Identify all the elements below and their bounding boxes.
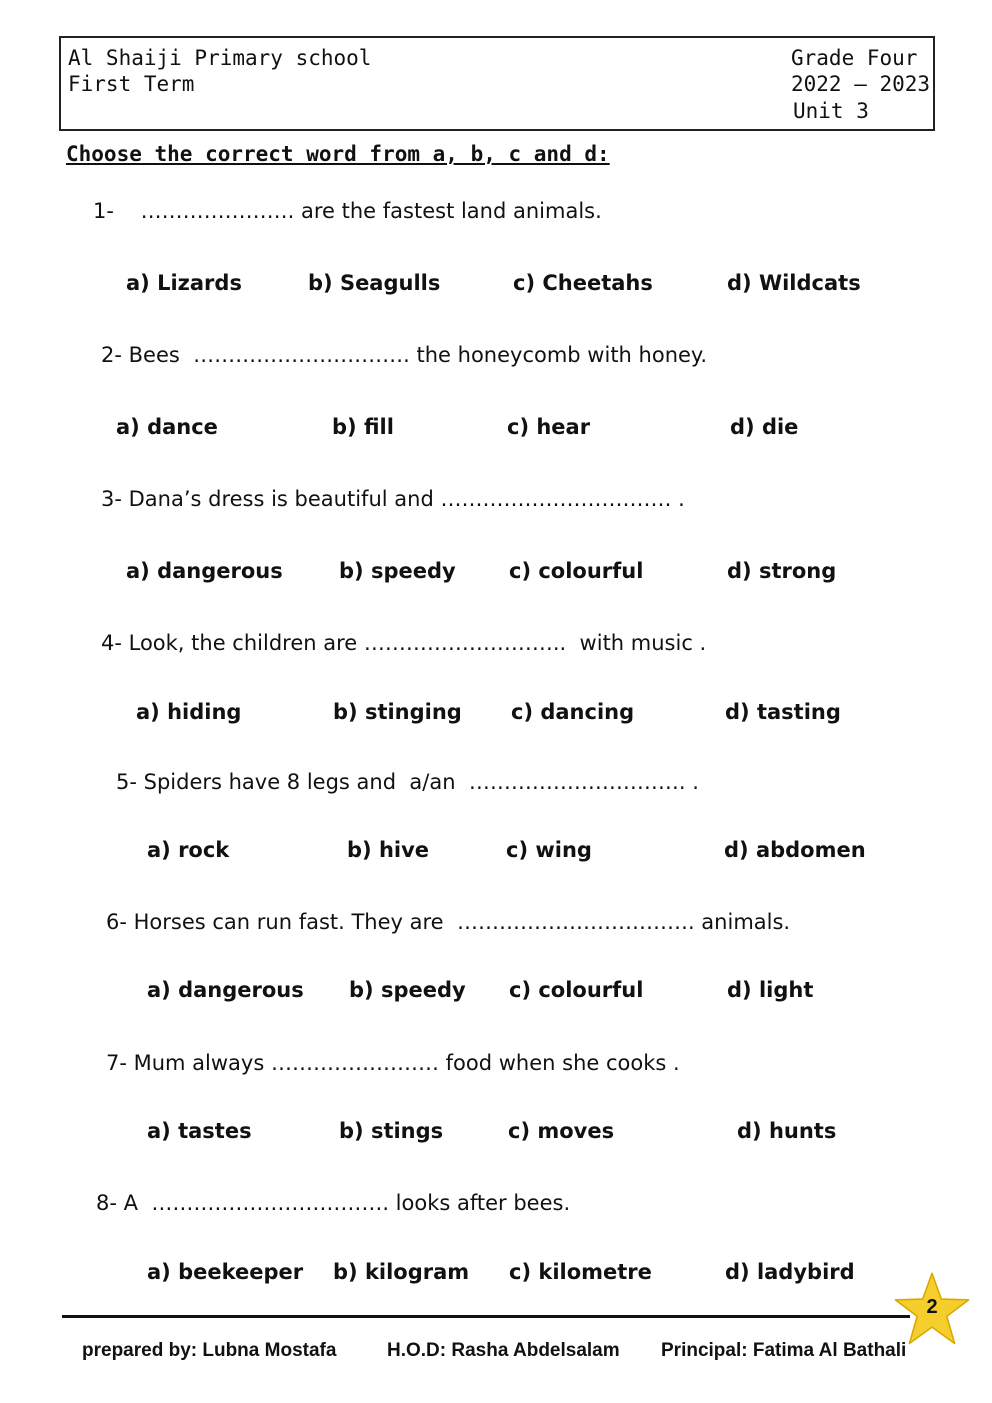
question-text: 3- Dana’s dress is beautiful and …………………………… .: [101, 487, 685, 511]
option-d[interactable]: d) Wildcats: [727, 271, 861, 295]
option-a[interactable]: a) beekeeper: [147, 1260, 304, 1284]
option-d[interactable]: d) hunts: [737, 1119, 837, 1143]
option-c[interactable]: c) dancing: [511, 700, 635, 724]
option-b[interactable]: b) speedy: [339, 559, 456, 583]
option-d[interactable]: d) abdomen: [724, 838, 866, 862]
option-d[interactable]: d) light: [727, 978, 814, 1002]
option-a[interactable]: a) hiding: [136, 700, 242, 724]
question-text: 5- Spiders have 8 legs and a/an …………………………. .: [116, 770, 699, 794]
option-a[interactable]: a) dangerous: [147, 978, 304, 1002]
question-text: 8- A ……………………………. looks after bees.: [96, 1191, 571, 1215]
option-b[interactable]: b) Seagulls: [308, 271, 441, 295]
year-label: 2022 – 2023: [791, 72, 931, 96]
footer-divider: [62, 1315, 910, 1318]
principal-name: Principal: Fatima Al Bathali: [661, 1340, 907, 1361]
option-c[interactable]: c) moves: [508, 1119, 615, 1143]
school-name: Al Shaiji Primary school: [68, 46, 372, 70]
option-b[interactable]: b) fill: [332, 415, 394, 439]
option-a[interactable]: a) tastes: [147, 1119, 252, 1143]
question-text: 1- …………………. are the fastest land animals.: [93, 199, 602, 223]
option-b[interactable]: b) hive: [347, 838, 430, 862]
question-text: 6- Horses can run fast. They are ……………………………. animals.: [106, 910, 791, 934]
question-text: 2- Bees …………………………. the honeycomb with honey.: [101, 343, 708, 367]
option-b[interactable]: b) stinging: [333, 700, 462, 724]
option-a[interactable]: a) Lizards: [126, 271, 242, 295]
option-a[interactable]: a) rock: [147, 838, 230, 862]
option-b[interactable]: b) stings: [339, 1119, 444, 1143]
unit-label: Unit 3: [793, 99, 869, 123]
option-d[interactable]: d) tasting: [725, 700, 841, 724]
option-d[interactable]: d) ladybird: [725, 1260, 855, 1284]
grade-label: Grade Four: [791, 46, 918, 70]
option-c[interactable]: c) hear: [507, 415, 591, 439]
option-c[interactable]: c) wing: [506, 838, 592, 862]
page-number: 2: [926, 1296, 938, 1318]
option-d[interactable]: d) strong: [727, 559, 837, 583]
option-c[interactable]: c) colourful: [509, 978, 644, 1002]
term-label: First Term: [68, 72, 195, 96]
hod-name: H.O.D: Rasha Abdelsalam: [387, 1340, 620, 1361]
option-b[interactable]: b) kilogram: [333, 1260, 470, 1284]
option-a[interactable]: a) dance: [116, 415, 218, 439]
option-b[interactable]: b) speedy: [349, 978, 466, 1002]
option-c[interactable]: c) Cheetahs: [513, 271, 653, 295]
question-text: 7- Mum always …………………… food when she cooks .: [106, 1051, 680, 1075]
option-a[interactable]: a) dangerous: [126, 559, 283, 583]
option-c[interactable]: c) kilometre: [509, 1260, 652, 1284]
option-d[interactable]: d) die: [730, 415, 799, 439]
prepared-by: prepared by: Lubna Mostafa: [82, 1340, 337, 1361]
option-c[interactable]: c) colourful: [509, 559, 644, 583]
instruction: Choose the correct word from a, b, c and d:: [66, 142, 610, 166]
question-text: 4- Look, the children are ……………………….. with music .: [101, 631, 707, 655]
